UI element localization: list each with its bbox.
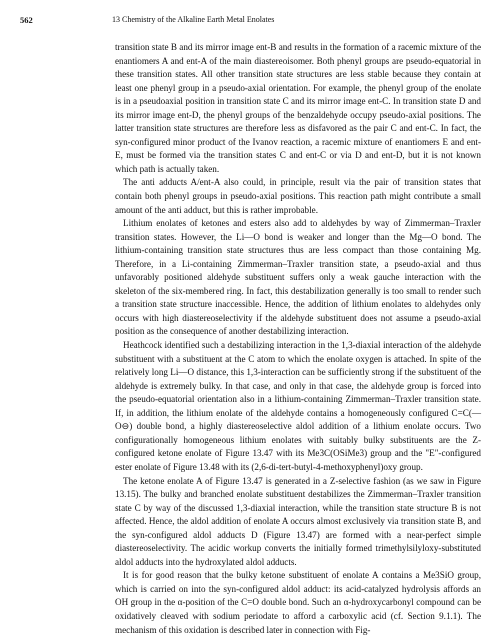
- paragraph-continued: transition state B and its mirror image ent-B and results in the formation of a racemic mixture of the enantiomers A and ent-A of the main diastereoisomer. Both phenyl groups are pseudo-equatorial in these transition states. All other transition state structures are less stable because they contain at least one phenyl group in a pseudo-axial orientation. For example, the phenyl group of the enolate is in a pseudoaxial position in transition state C and its mirror image ent-C. In transition state D and its mirror image ent-D, the phenyl groups of the benzaldehyde occupy pseudo-axial positions. The latter transition state structures are therefore less as disfavored as the pair C and ent-C. In fact, the syn-configured minor product of the Ivanov reaction, a racemic mixture of enantiomers E and ent-E, must be formed via the transition states C and ent-C or via D and ent-D, but it is not known which path is actually taken.: [115, 42, 481, 174]
- paragraph-ketone-enolate: The ketone enolate A of Figure 13.47 is generated in a Z-selective fashion (as we saw in Figure 13.15). The bulky and branched enolate substituent destabilizes the Zimmerman–Traxler transition state C by way of the discussed 1,3-diaxial interaction, while the transition state structure B is not affected. Hence, the aldol addition of enolate A occurs almost exclusively via transition state B, and the syn-configured aldol adducts D (Figure 13.47) are formed with a near-perfect simple diastereoselectivity. The acidic workup converts the initially formed trimethylsilyloxy-substituted aldol adducts into the hydroxylated aldol adducts.: [115, 475, 481, 567]
- body-text: [115, 41, 481, 637]
- paragraph-me3sio-group: It is for good reason that the bulky ketone substituent of enolate A contains a Me3SiO group, which is carried on into the syn-configured aldol adduct: its acid-catalyzed hydrolysis affords an OH group in the α-position of the C=O double bond. Such an α-hydroxycarbonyl compound can be oxidatively cleaved with sodium periodate to afford a carboxylic acid (cf. Section 9.1.1). The mechanism of this oxidation is described later in connection with Fig-: [115, 570, 481, 635]
- paragraph-heathcock: Heathcock identified such a destabilizing interaction in the 1,3-diaxial interaction of the aldehyde substituent with a substituent at the C atom to which the enolate oxygen is attached. In spite of the relatively long Li—O distance, this 1,3-interaction can be sufficiently strong if the substituent of the aldehyde is extremely bulky. In that case, and only in that case, the aldehyde group is forced into the pseudo-equatorial orientation also in a lithium-containing Zimmerman–Traxler transition state. If, in addition, the lithium enolate of the aldehyde contains a homogeneously configured C=C(—O⊖) double bond, a highly diastereoselective aldol addition of a lithium enolate occurs. Two configurationally homogeneous lithium enolates with suitably bulky substituents are the Z-configured ketone enolate of Figure 13.47 with its Me3C(OSiMe3) group and the "E"-configured ester enolate of Figure 13.48 with its (2,6-di-tert-butyl-4-methoxyphenyl)oxy group.: [115, 340, 481, 472]
- page-number: 562: [20, 15, 33, 25]
- running-head: 13 Chemistry of the Alkaline Earth Metal Enolates: [112, 15, 275, 24]
- paragraph-lithium-enolates: Lithium enolates of ketones and esters also add to aldehydes by way of Zimmerman–Traxler transition states. However, the Li—O bond is weaker and longer than the Mg—O bond. The lithium-containing transition state structures thus are less compact than those containing Mg. Therefore, in a Li-containing Zimmerman–Traxler transition state, a pseudo-axial and thus unfavorably positioned aldehyde substituent suffers only a weak gauche interaction with the skeleton of the six-membered ring. In fact, this destabilization generally is too small to render such a transition state structure inaccessible. Hence, the addition of lithium enolates to aldehydes only occurs with high diastereoselectivity if the aldehyde substituent does not assume a pseudo-axial position as the consequence of another destabilizing interaction.: [115, 218, 481, 337]
- paragraph-anti-adducts: The anti adducts A/ent-A also could, in principle, result via the pair of transition states that contain both phenyl groups in pseudo-axial positions. This reaction path might contribute a small amount of the anti adduct, but this is rather improbable.: [115, 177, 481, 215]
